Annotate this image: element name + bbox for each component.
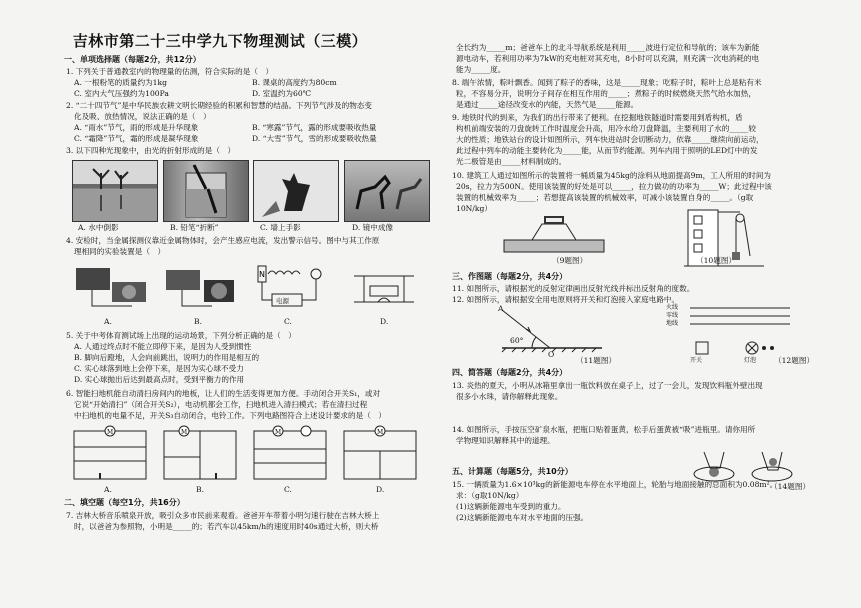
fig9-station-diagram xyxy=(502,210,606,260)
q10-line-4: 10N/kg） xyxy=(456,204,492,213)
q6-circuit-c xyxy=(250,427,334,485)
glass-pencil-icon xyxy=(164,161,248,221)
q6-circuit-d xyxy=(340,427,424,485)
fig11-angle: 60° xyxy=(510,336,524,345)
q8-line-1: 8. 端午浓情，粽叶飘香。闻到了粽子的香味，这是_____现象；吃粽子时，粽叶上总是粘有米 xyxy=(452,78,762,87)
q4-option-c: C. xyxy=(284,317,292,326)
svg-text:M: M xyxy=(275,429,282,436)
hand-shadow-icon xyxy=(254,161,338,221)
q2-option-d: D. “大雪”节气，雪的形成要吸收热量 xyxy=(252,134,377,143)
q3-option-c: C. 墙上手影 xyxy=(260,223,301,232)
fig12-live-wire: 火线 xyxy=(666,304,679,311)
fig12-ground-wire: 地线 xyxy=(666,320,679,327)
q6-line-2: 它说“开始清扫”（闭合开关S₂），电动机都会工作，扫地机进入清扫模式；若在清扫过程 xyxy=(74,400,368,409)
section4-heading: 四、简答题（每题2分，共4分） xyxy=(452,368,568,377)
fig12-neutral-wire: 零线 xyxy=(666,312,679,319)
q5-stem: 5. 关于中考体育测试场上出现的运动场景，下列分析正确的是（ ） xyxy=(66,331,296,340)
q9-line-1: 9. 地铁时代的到来，为我们的出行带来了便利。在挖掘地铁隧道时需要用到盾构机，盾 xyxy=(452,113,743,122)
q2-stem-1: 2. “二十四节气”是中华民族农耕文明长期经验的积累和智慧的结晶。下列节气涉及的物态变 xyxy=(66,101,372,110)
q14-line-2: 学物理知识解释其中的道理。 xyxy=(456,436,555,445)
q12-stem: 12. 如图所示，请根据安全用电原则将开关和灯泡接入家庭电路中。 xyxy=(452,295,680,304)
fig14-bottle-yolk xyxy=(688,448,808,484)
photo-mirror-image xyxy=(344,160,430,222)
svg-text:N: N xyxy=(259,270,265,279)
photo-hand-shadow xyxy=(253,160,339,222)
q15-line-2: 求：（g取10N/kg） xyxy=(456,491,524,500)
q15-line-3: (1)这辆新能源电车受到的重力。 xyxy=(456,502,566,511)
q1-option-d: D. 室温约为60℃ xyxy=(252,89,312,98)
photo-water-reflection xyxy=(72,160,158,222)
q6-option-d: D. xyxy=(376,485,385,494)
q1-option-c: C. 室内大气压强约为100Pa xyxy=(74,89,169,98)
q5-option-b: B. 脚向后蹬地，人会向前跳出，说明力的作用是相互的 xyxy=(74,353,260,362)
q9-line-3: 大的性质；地铁站台的设计如图所示，列车快进站时会切断动力，依靠_____继续向前运动， xyxy=(456,135,764,144)
q4-diagram-d xyxy=(344,262,424,312)
q1-option-b: B. 课桌的高度约为80cm xyxy=(252,78,337,87)
q7-line-4: 源电动车，若利用功率为7kW的充电桩对其充电，8小时可以充满，则充满一次电消耗的电 xyxy=(456,54,760,63)
q10-line-3: 装置的机械效率为_____；若想提高该装置的机械效率，可减小该装置自身的_____。（g取 xyxy=(456,193,754,202)
q4-power-label: 电源 xyxy=(276,297,289,305)
fig14-caption: （14题图） xyxy=(770,482,811,491)
q7-line-3: 全长约为_____m；爸爸车上的北斗导航系统是利用_____波进行定位和导航的；该车为新能 xyxy=(456,43,760,52)
q7-line-1: 7. 吉林大桥音乐喷泉开放，吸引众多市民前来观看。爸爸开车带着小明匀速行驶在吉林大桥上 xyxy=(66,511,380,520)
q2-stem-2: 化及吸、放热情况，说法正确的是（ ） xyxy=(74,112,211,121)
fig11-mirror-diagram xyxy=(492,306,612,356)
svg-text:M: M xyxy=(107,429,114,436)
section2-heading: 二、填空题（每空1分，共16分） xyxy=(64,498,185,507)
section5-heading: 五、计算题（每题5分，共10分） xyxy=(452,467,573,476)
q10-line-1: 10. 建筑工人通过如图所示的装置将一桶质量为45kg的涂料从地面提高9m，工人所用的时间为 xyxy=(452,171,772,180)
q6-circuit-b xyxy=(160,427,244,485)
q3-option-b: B. 铅笔“折断” xyxy=(170,223,219,232)
q9-line-4: 此过程中列车的动能主要转化为_____能，从而节约能源。列车内用于照明的LED灯中的发 xyxy=(456,146,758,155)
q13-line-1: 13. 炎热的夏天，小明从冰箱里拿出一瓶饮料放在桌子上，过了一会儿，发现饮料瓶外壁出现 xyxy=(452,381,763,390)
svg-text:M: M xyxy=(181,429,188,436)
q5-option-d: D. 实心球抛出后达到最高点时，受到平衡力的作用 xyxy=(74,375,245,384)
q9-line-5: 光二极管是由_____材料制成的。 xyxy=(456,157,567,166)
fig12-lamp-label: 灯泡 xyxy=(744,357,757,364)
section3-heading: 三、作图题（每题2分，共4分） xyxy=(452,272,568,281)
q8-line-2: 粒，不容易分开，说明分子间存在相互作用的_____；煮粽子的时候燃烧天然气给水加热， xyxy=(456,89,756,98)
fig11-caption: （11题图） xyxy=(576,356,617,365)
tree-silhouette-icon xyxy=(73,161,157,221)
q5-option-a: A. 人通过终点时不能立即停下来，是因为人受到惯性 xyxy=(74,342,252,351)
q5-option-c: C. 实心球落到地上会停下来，是因为实心球不受力 xyxy=(74,364,244,373)
q4-stem-2: 理相同的实验装置是（ ） xyxy=(74,247,166,256)
q7-line-5: 能为_____度。 xyxy=(456,65,506,74)
q1-stem: 1. 下列关于普通教室内的物理量的估测，符合实际的是（ ） xyxy=(66,67,274,76)
q4-diagram-b xyxy=(160,262,240,312)
q7-line-2: 时，以爸爸为参照物，小明是_____的；若汽车以45km/h的速度用时40s通过大桥，则大桥 xyxy=(74,522,379,531)
horse-statue-icon xyxy=(345,161,429,221)
q4-diagram-c xyxy=(250,262,330,314)
q4-option-b: B. xyxy=(194,317,202,326)
q3-option-d: D. 镜中成像 xyxy=(352,223,394,232)
photo-pencil-in-water xyxy=(163,160,249,222)
q10-line-2: 20s，拉力为500N。使用该装置的好处是可以_____，拉力做功的功率为_____W；此过程中该 xyxy=(456,182,772,191)
q15-line-1: 15. 一辆质量为1.6×10³kg的新能源电车停在水平地面上，轮胎与地面接触的总面积为0.08m²。 xyxy=(452,480,778,489)
fig9-caption: （9题图） xyxy=(552,256,588,265)
fig11-point-a: A xyxy=(498,304,504,313)
q2-option-a: A. “雨水”节气，雨的形成是升华现象 xyxy=(74,123,199,132)
fig10-caption: （10题图） xyxy=(696,256,737,265)
fig12-household-circuit xyxy=(662,304,792,364)
section1-heading: 一、单项选择题（每题2分，共12分） xyxy=(64,55,201,64)
svg-text:M: M xyxy=(377,429,384,436)
q4-stem-1: 4. 安检时，当金属探测仪靠近金属物体时，会产生感应电流，发出警示信号。图中与其工作原 xyxy=(66,236,380,245)
q2-option-b: B. “寒露”节气，露的形成要吸收热量 xyxy=(252,123,377,132)
q4-diagram-a xyxy=(72,262,152,312)
fig11-point-o: O xyxy=(548,350,555,359)
q4-option-d: D. xyxy=(380,317,389,326)
fig12-switch-label: 开关 xyxy=(690,357,703,364)
q6-option-c: C. xyxy=(284,485,292,494)
q14-line-1: 14. 如图所示，手按压空矿泉水瓶，把瓶口贴着蛋黄，松手后蛋黄被“吸”进瓶里。请你用所 xyxy=(452,425,756,434)
q2-option-c: C. “霜降”节气，霜的形成是凝华现象 xyxy=(74,134,199,143)
q6-line-3: 中扫地机的电量不足，开关S₃自动闭合，电铃工作。下列电路图符合上述设计要求的是（ ） xyxy=(74,411,386,420)
q13-line-2: 很多小水珠，请你解释此现象。 xyxy=(456,392,563,401)
q6-option-b: B. xyxy=(196,485,204,494)
fig12-caption: （12题图） xyxy=(774,356,815,365)
q3-option-a: A. 水中倒影 xyxy=(78,223,119,232)
q6-circuit-a xyxy=(70,427,154,485)
page-title: 吉林市第二十三中学九下物理测试（三模） xyxy=(72,32,368,50)
q11-stem: 11. 如图所示，请根据光的反射定律画出反射光线并标出反射角的度数。 xyxy=(452,284,695,293)
q8-line-3: 是通过_____途径改变水的内能，天然气是_____能源。 xyxy=(456,100,639,109)
q3-stem: 3. 以下四种光现象中，由光的折射形成的是（ ） xyxy=(66,146,236,155)
q6-line-1: 6. 智能扫地机能自动清扫房间内的地板，让人们的生活变得更加方便。手动闭合开关S₁，或对 xyxy=(66,389,381,398)
q1-option-a: A. 一根粉笔的质量约为1kg xyxy=(74,78,167,87)
q15-line-4: (2)这辆新能源电车对水平地面的压强。 xyxy=(456,513,589,522)
q9-line-2: 构机前端安装的刀盘旋转工作时温度会升高，用冷水给刀盘降温，主要利用了水的_____较 xyxy=(456,124,756,133)
q4-option-a: A. xyxy=(104,317,112,326)
q6-option-a: A. xyxy=(104,485,112,494)
